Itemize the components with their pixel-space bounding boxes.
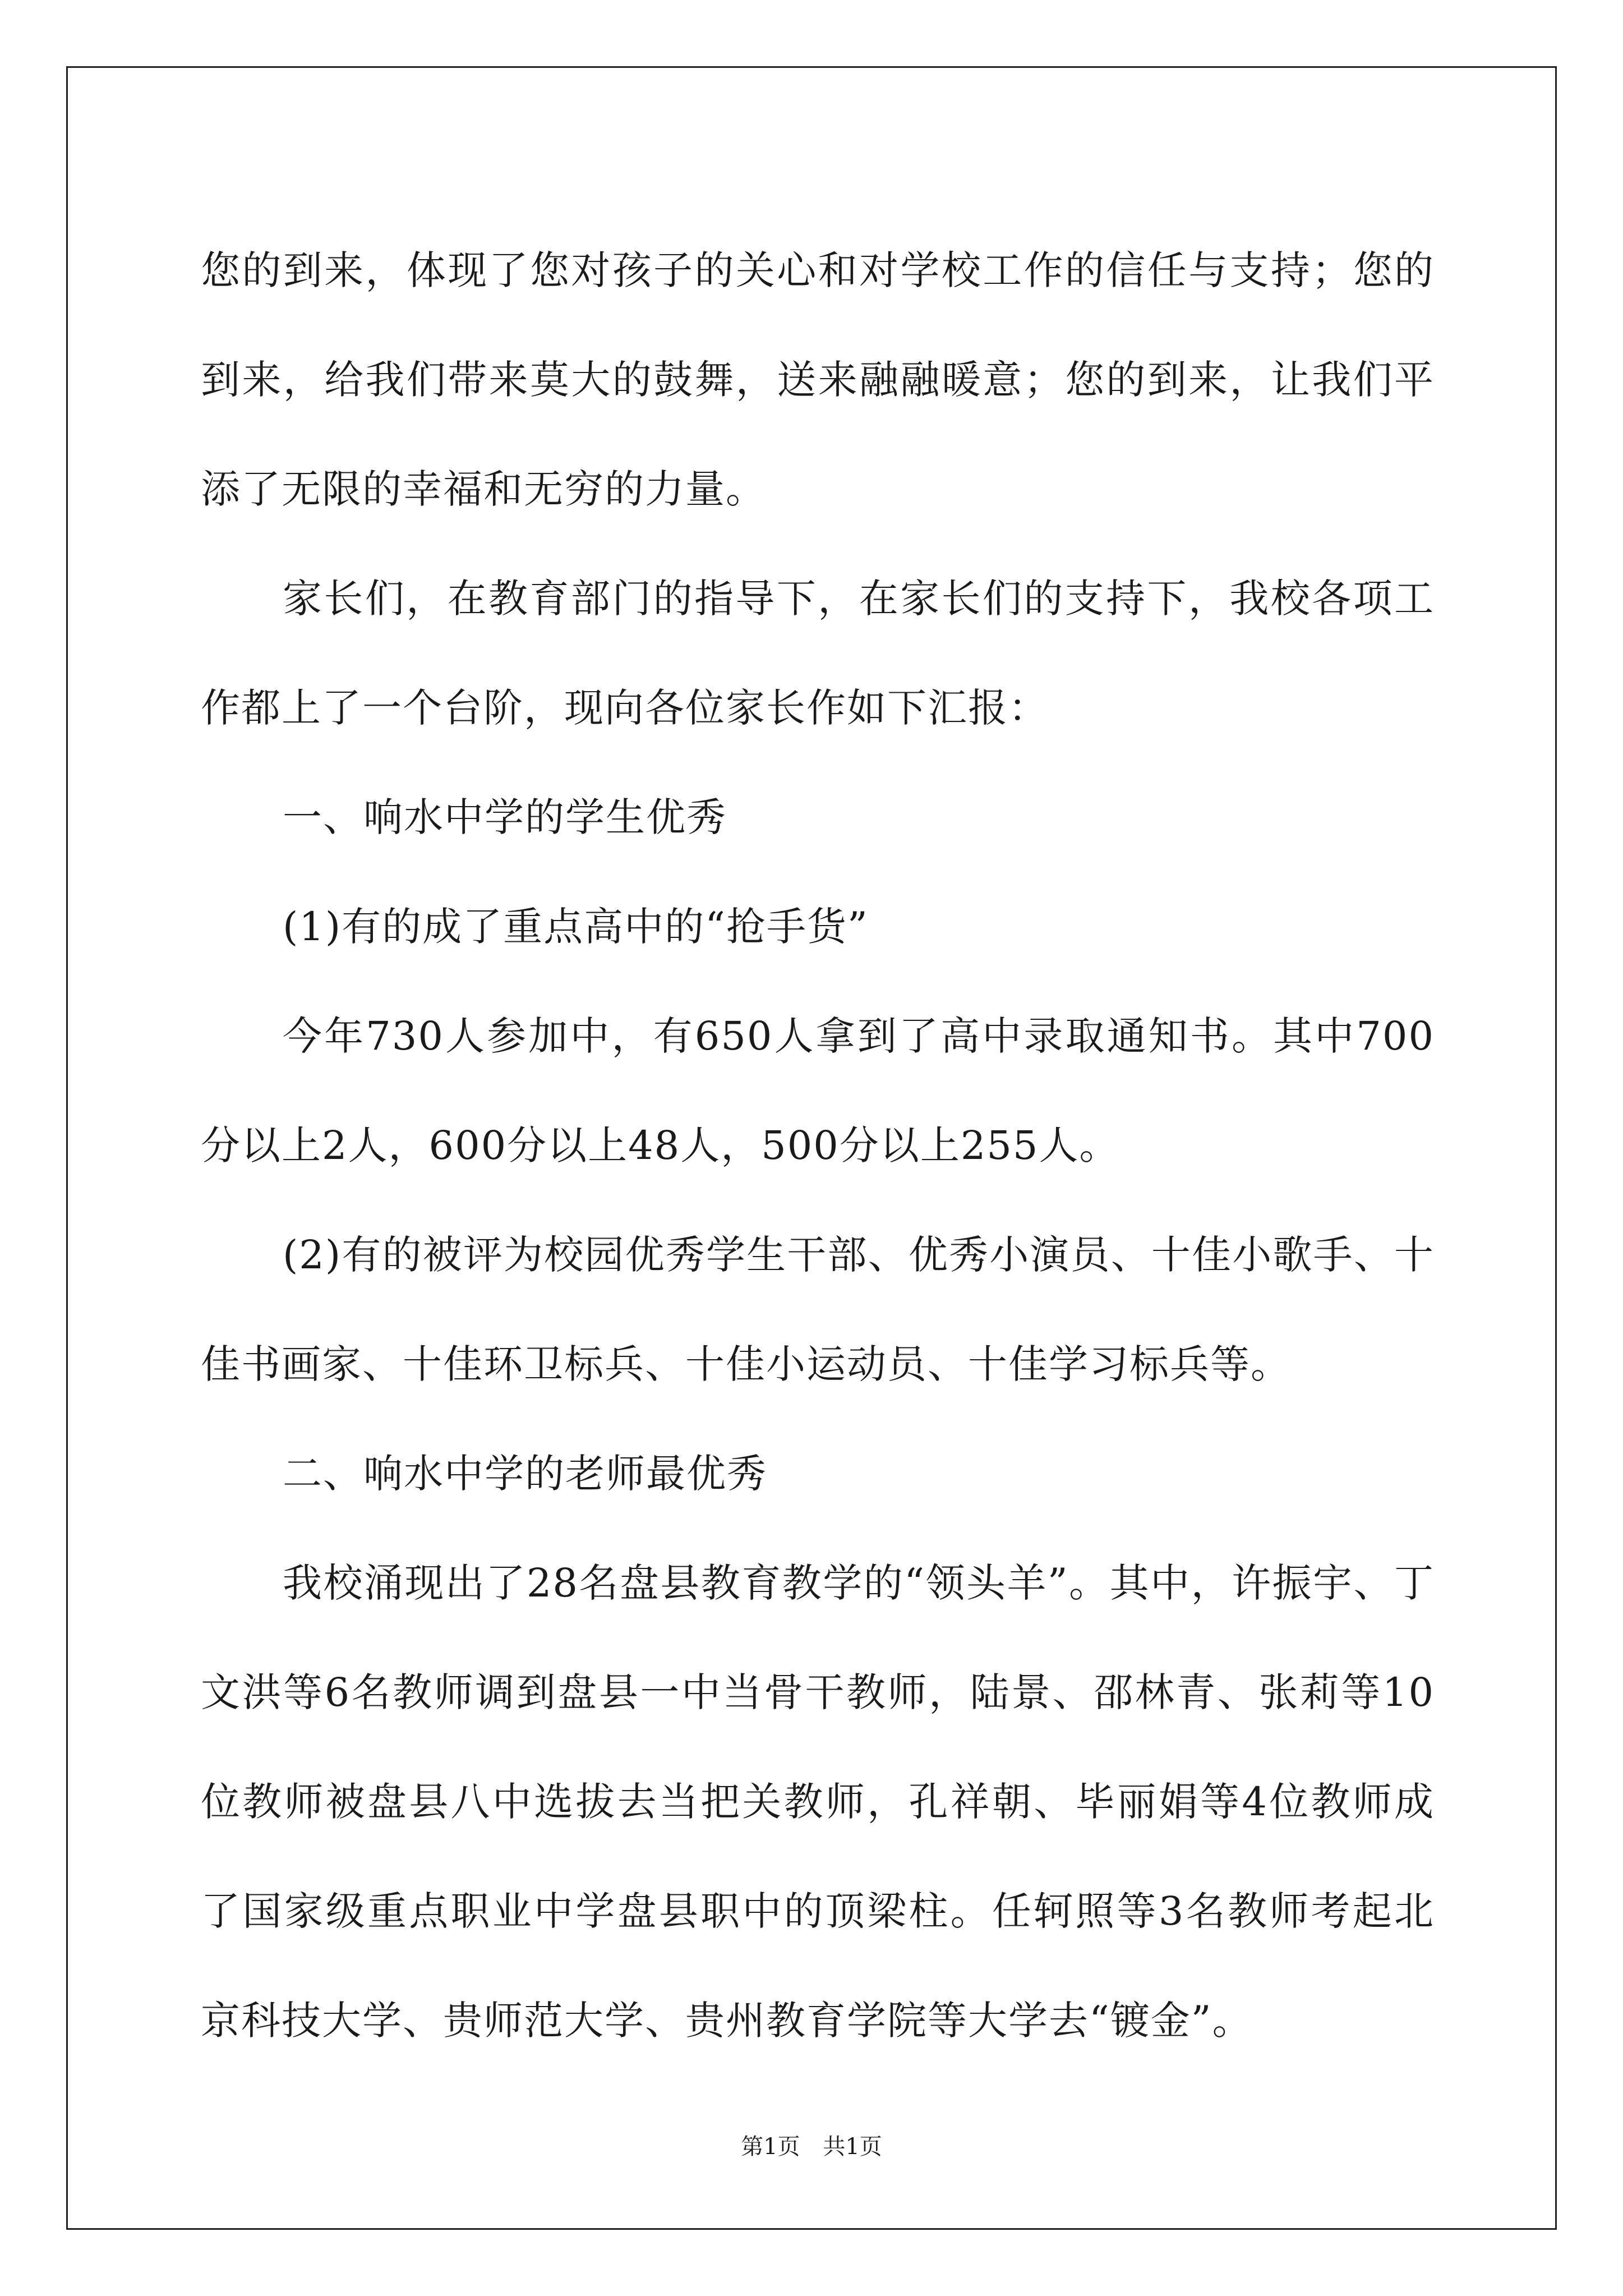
page-number: 第1页 bbox=[741, 2134, 800, 2160]
section-heading-teachers: 二、响水中学的老师最优秀 bbox=[283, 1451, 767, 1497]
paragraph-report: 家长们，在教育部门的指导下，在家长们的支持下，我校各项工作都上了一个台阶，现向各位家长作如下汇报： bbox=[201, 576, 1435, 731]
page-total: 共1页 bbox=[823, 2134, 882, 2160]
document-body bbox=[201, 216, 1435, 2076]
paragraph-teachers: 我校涌现出了28名盘县教育教学的“领头羊”。其中，许振宇、丁文洪等6名教师调到盘县一中当骨干教师，陆景、邵林青、张莉等10位教师被盘县八中选拔去当把关教师，孔祥朝、毕丽娟等4位教师成了国家级重点职业中学盘县职中的顶梁柱。任轲照等3名教师考起北京科技大学、贵师范大学、贵州教育学院等大学去“镀金”。 bbox=[201, 1560, 1435, 2044]
subheading-key-high-school: (1)有的成了重点高中的“抢手货” bbox=[283, 904, 869, 950]
section-heading-students: 一、响水中学的学生优秀 bbox=[283, 794, 727, 840]
paragraph-admission-stats: 今年730人参加中，有650人拿到了高中录取通知书。其中700分以上2人，600分以上48人，500分以上255人。 bbox=[201, 1013, 1435, 1168]
subheading-student-awards: (2)有的被评为校园优秀学生干部、优秀小演员、十佳小歌手、十佳书画家、十佳环卫标兵、十佳小运动员、十佳学习标兵等。 bbox=[201, 1232, 1435, 1387]
page-footer bbox=[0, 2129, 1623, 2161]
paragraph-intro: 您的到来，体现了您对孩子的关心和对学校工作的信任与支持；您的到来，给我们带来莫大的鼓舞，送来融融暖意；您的到来，让我们平添了无限的幸福和无穷的力量。 bbox=[201, 247, 1435, 512]
